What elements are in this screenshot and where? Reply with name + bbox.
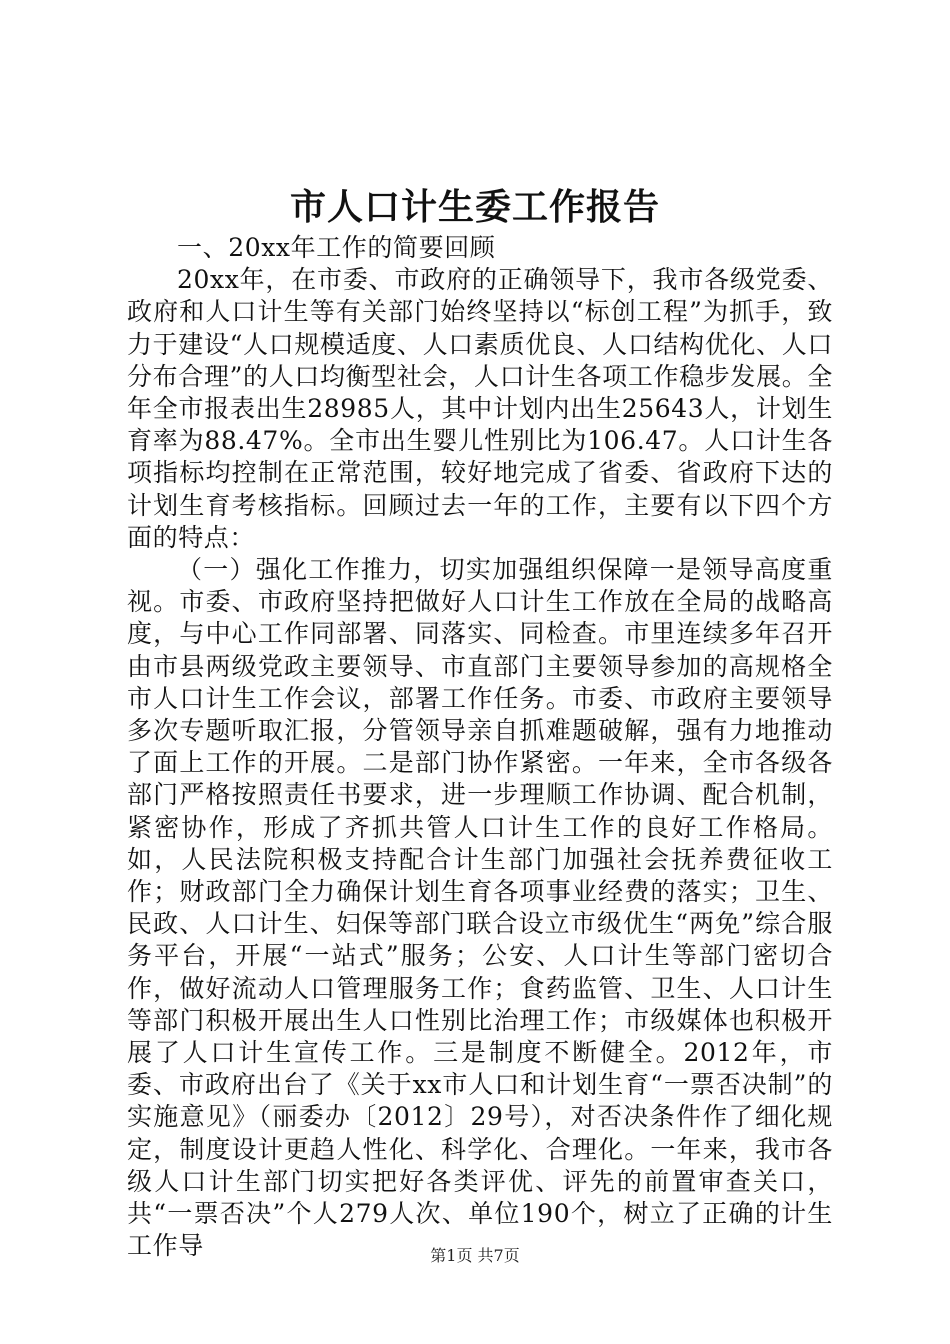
body-paragraph: 20xx年，在市委、市政府的正确领导下，我市各级党委、政府和人口计生等有关部门始终坚持以“标创工程”为抓手，致力于建设“人口规模适度、人口素质优良、人口结构优化、人口分布合理”的人口均衡型社会，人口计生各项工作稳步发展。全年全市报表出生28985人，其中计划内出生25643人，计划生育率为88.47%。全市出生婴儿性别比为106.47。人口计生各项指标均控制在正常范围，较好地完成了省委、省政府下达的计划生育考核指标。回顾过去一年的工作，主要有以下四个方面的特点：	[127, 265, 833, 552]
document-title: 市人口计生委工作报告	[289, 186, 660, 228]
body-paragraph: （一）强化工作推力，切实加强组织保障一是领导高度重视。市委、市政府坚持把做好人口计生工作放在全局的战略高度，与中心工作同部署、同落实、同检查。市里连续多年召开由市县两级党政主要领导、市直部门主要领导参加的高规格全市人口计生工作会议，部署工作任务。市委、市政府主要领导多次专题听取汇报，分管领导亲自抓难题破解，强有力地推动了面上工作的开展。二是部门协作紧密。一年来，全市各级各部门严格按照责任书要求，进一步理顺工作协调、配合机制，紧密协作，形成了齐抓共管人口计生工作的良好工作格局。如，人民法院积极支持配合计生部门加强社会抚养费征收工作；财政部门全力确保计划生育各项事业经费的落实；卫生、民政、人口计生、妇保等部门联合设立市级优生“两免”综合服务平台，开展“一站式”服务；公安、人口计生等部门密切合作，做好流动人口管理服务工作；食药监管、卫生、人口计生等部门积极开展出生人口性别比治理工作；市级媒体也积极开展了人口计生宣传工作。三是制度不断健全。2012年，市委、市政府出台了《关于xx市人口和计划生育“一票否决制”的实施意见》（丽委办〔2012〕29号），对否决条件作了细化规定，制度设计更趋人性化、科学化、合理化。一年来，我市各级人口计生部门切实把好各类评优、评先的前置审查关口，共“一票否决”个人279人次、单位190个，树立了正确的计生工作导	[127, 555, 833, 1261]
section-heading: 一、20xx年工作的简要回顾	[177, 233, 496, 262]
page-footer: 第1页 共7页	[430, 1246, 520, 1265]
document-body	[127, 232, 833, 1263]
